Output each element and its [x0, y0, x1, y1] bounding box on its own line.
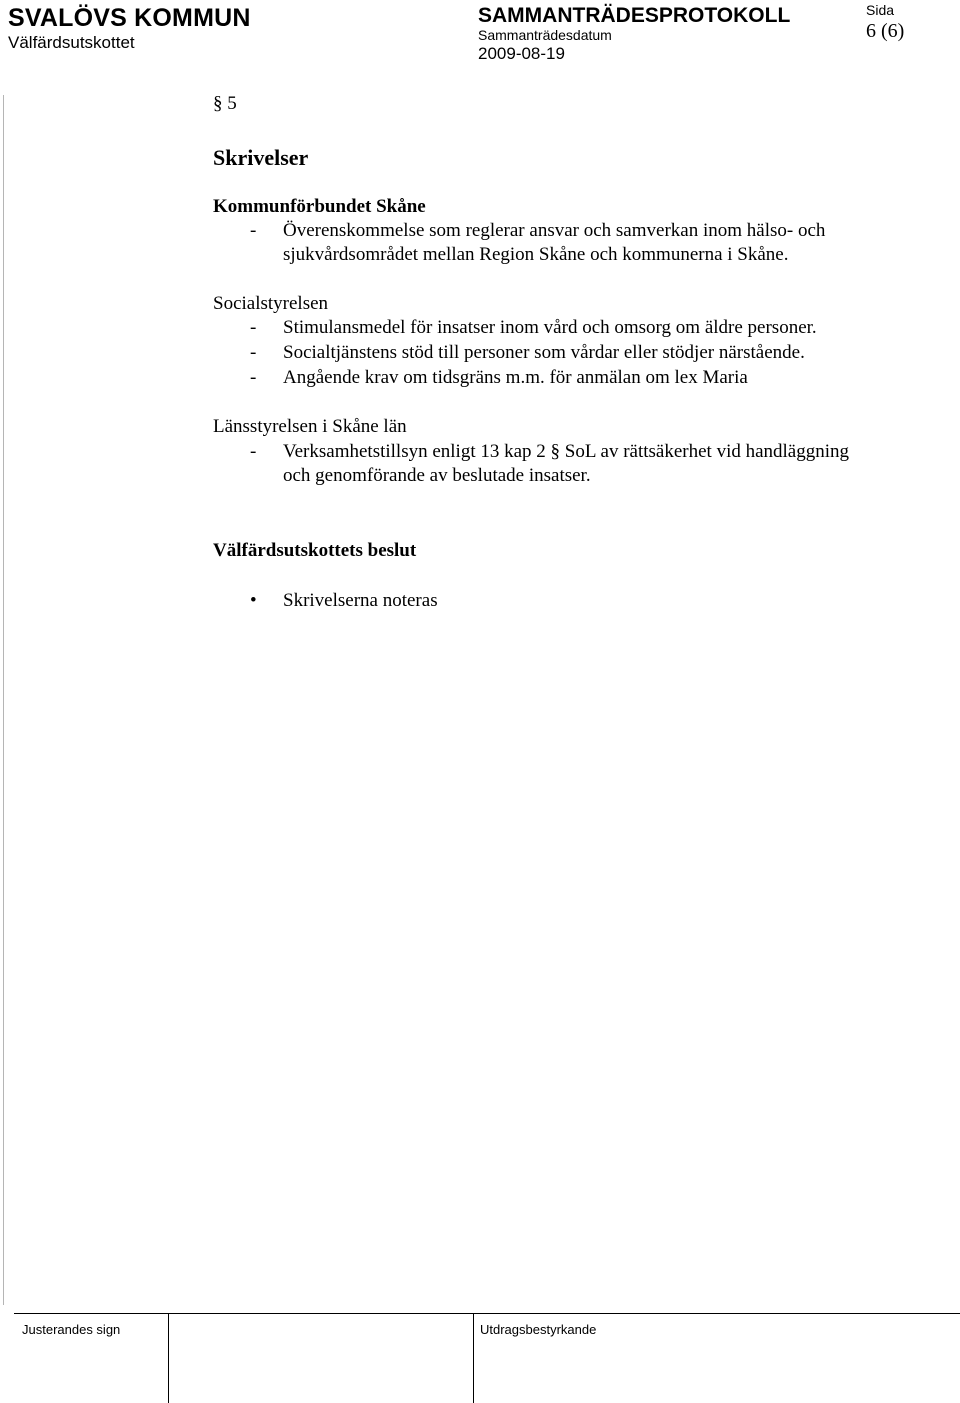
- signature-label: Justerandes sign: [22, 1322, 121, 1337]
- meeting-date-label: Sammanträdesdatum: [478, 27, 612, 43]
- list-item-text: Överenskommelse som reglerar ansvar och samverkan inom hälso- och: [283, 220, 826, 241]
- left-margin-rule: [3, 95, 4, 1305]
- footer-rule: [14, 1313, 960, 1314]
- list-item-text: Socialtjänstens stöd till personer som vårdar eller stödjer närstående.: [283, 342, 805, 363]
- extract-certification-label: Utdragsbestyrkande: [480, 1322, 597, 1337]
- dash-marker: -: [250, 317, 257, 338]
- list-item: [250, 367, 748, 389]
- organization-name: SVALÖVS KOMMUN: [8, 4, 251, 32]
- list-item: [250, 342, 805, 364]
- list-item-continuation: och genomförande av beslutade insatser.: [283, 465, 591, 486]
- list-item: [250, 317, 817, 339]
- meeting-date-value: 2009-08-19: [478, 44, 565, 63]
- footer-divider: [473, 1313, 474, 1403]
- list-item-text: Verksamhetstillsyn enligt 13 kap 2 § SoL av rättsäkerhet vid handläggning: [283, 441, 850, 462]
- section-title: Skrivelser: [213, 145, 309, 170]
- decision-title: Välfärdsutskottets beslut: [213, 540, 417, 561]
- dash-marker: -: [250, 220, 257, 241]
- dash-marker: -: [250, 342, 257, 363]
- list-item-text: Angående krav om tidsgräns m.m. för anmälan om lex Maria: [283, 367, 748, 388]
- list-item: [250, 441, 849, 463]
- list-item-continuation: sjukvårdsområdet mellan Region Skåne och kommunerna i Skåne.: [283, 244, 789, 265]
- footer-divider: [168, 1313, 169, 1403]
- dash-marker: -: [250, 367, 257, 388]
- group-heading-socialstyrelsen: Socialstyrelsen: [213, 293, 329, 314]
- page-number: 6 (6): [866, 20, 905, 42]
- department-name: Välfärdsutskottet: [8, 33, 135, 52]
- decision-item: [250, 590, 438, 612]
- decision-text: Skrivelserna noteras: [283, 590, 438, 611]
- page-label: Sida: [866, 2, 895, 18]
- paragraph-number: § 5: [213, 93, 237, 114]
- dash-marker: -: [250, 441, 257, 462]
- document-type: SAMMANTRÄDESPROTOKOLL: [478, 4, 791, 27]
- group-heading-lansstyrelsen: Länsstyrelsen i Skåne län: [213, 416, 407, 437]
- group-heading-kommunforbundet: Kommunförbundet Skåne: [213, 196, 426, 217]
- list-item: [250, 220, 825, 242]
- list-item-text: Stimulansmedel för insatser inom vård och omsorg om äldre personer.: [283, 317, 817, 338]
- bullet-icon: •: [250, 590, 257, 611]
